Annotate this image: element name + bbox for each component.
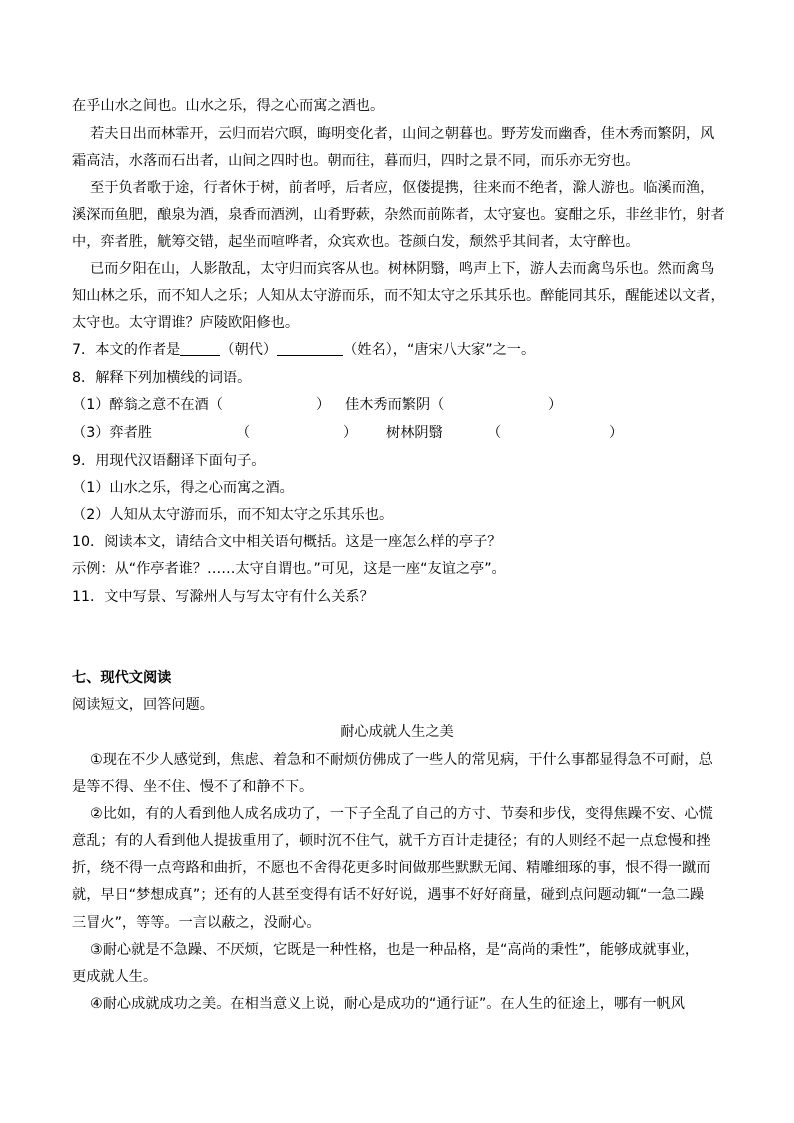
article-line-9: 更成就人生。 — [72, 969, 158, 985]
q8-item-1: （1）醉翁之意不在酒（ — [72, 397, 223, 413]
passage-line-4: 至于负者歌于途，行者休于树，前者呼，后者应，伛偻提携，往来而不绝者，滁人游也。临溪而渔， — [90, 180, 715, 196]
q8-item-4: 树林阴翳 — [386, 425, 443, 441]
q8-item-3-close: ） — [343, 425, 358, 441]
passage-line-1: 在乎山水之间也。山水之乐，得之心而寓之酒也。 — [72, 98, 385, 114]
q7-mid1: （朝代） — [220, 342, 278, 358]
question-11: 11．文中写景、写滁州人与写太守有什么关系？ — [72, 589, 374, 605]
passage-line-6: 中，弈者胜，觥筹交错，起坐而喧哗者，众宾欢也。苍颜白发，颓然乎其间者，太守醉也。 — [72, 234, 640, 250]
passage-line-8: 知山林之乐，而不知人之乐；人知从太守游而乐，而不知太守之乐其乐也。醉能同其乐，醒能述以文者， — [72, 288, 725, 304]
q9-item-2: （2）人知从太守游而乐，而不知太守之乐其乐也。 — [72, 507, 394, 523]
q8-item-4-open: （ — [487, 425, 502, 441]
section-7-heading: 七、现代文阅读 — [72, 670, 172, 686]
article-line-2: 是等不得、坐不住、慢不了和静不下。 — [72, 779, 314, 795]
article-line-8: ③耐心就是不急躁、不厌烦，它既是一种性格，也是一种品格，是“高尚的秉性”，能够成就事业， — [90, 942, 700, 958]
passage-line-2: 若夫日出而林霏开，云归而岩穴暝，晦明变化者，山间之朝暮也。野芳发而幽香，佳木秀而繁阴，风 — [90, 126, 715, 142]
section-7-instruction: 阅读短文，回答问题。 — [72, 697, 214, 713]
answer-blank-dynasty[interactable] — [180, 341, 220, 356]
article-line-3: ②比如，有的人看到他人成名成功了，一下子全乱了自己的方寸、节奏和步伐，变得焦躁不安、心慌 — [90, 806, 713, 822]
q8-item-3: （3）弈者胜 — [72, 425, 152, 441]
q8-item-3-open: （ — [236, 425, 251, 441]
question-10: 10．阅读本文，请结合文中相关语句概括。这是一座怎么样的亭子？ — [72, 534, 502, 550]
answer-blank-name[interactable] — [277, 341, 343, 356]
q7-prefix: 7．本文的作者是 — [72, 342, 181, 358]
article-line-1: ①现在不少人感觉到，焦虑、着急和不耐烦仿佛成了一些人的常见病，干什么事都显得急不可耐，总 — [90, 752, 713, 768]
passage-line-3: 霜高洁，水落而石出者，山间之四时也。朝而往，暮而归，四时之景不同，而乐亦无穷也。 — [72, 153, 640, 169]
q8-item-1-close: ） — [316, 397, 331, 413]
article-line-5: 折，绕不得一点弯路和曲折，不愿也不舍得花更多时间做那些默默无闻、精雕细琢的事，恨不得一蹴而 — [72, 860, 711, 876]
question-9: 9．用现代汉语翻译下面句子。 — [72, 453, 266, 469]
q8-item-2-close: ） — [548, 397, 563, 413]
q8-item-2: 佳木秀而繁阴（ — [345, 397, 445, 413]
article-line-4: 意乱；有的人看到他人提拔重用了，顿时沉不住气，就千方百计走捷径；有的人则经不起一点怠慢和挫 — [72, 833, 711, 849]
passage-line-7: 已而夕阳在山，人影散乱，太守归而宾客从也。树林阴翳，鸣声上下，游人去而禽鸟乐也。然而禽鸟 — [90, 261, 715, 277]
article-line-7: 三冒火”，等等。一言以蔽之，没耐心。 — [72, 915, 321, 931]
q9-item-1: （1）山水之乐，得之心而寓之酒。 — [72, 480, 294, 496]
q7-mid2: （姓名），“唐宋八大家”之一。 — [343, 342, 536, 358]
question-7 — [72, 341, 535, 359]
q8-item-4-close: ） — [609, 425, 624, 441]
article-title: 耐心成就人生之美 — [340, 724, 454, 740]
article-line-6: 就，早日“梦想成真”；还有的人甚至变得有话不好好说，遇事不好好商量，碰到点问题动辄“一急二躁 — [72, 887, 705, 903]
article-line-10: ④耐心成就成功之美。在相当意义上说，耐心是成功的“通行证”。在人生的征途上，哪有一帆风 — [90, 996, 685, 1012]
passage-line-5: 溪深而鱼肥，酿泉为酒，泉香而酒洌，山肴野蔌，杂然而前陈者，太守宴也。宴酣之乐，非丝非竹，射者 — [72, 207, 725, 223]
passage-line-9: 太守也。太守谓谁？庐陵欧阳修也。 — [72, 315, 300, 331]
q10-example: 示例：从“作亭者谁？……太守自谓也。”可见，这是一座“友谊之亭”。 — [72, 561, 506, 577]
question-8: 8．解释下列加横线的词语。 — [72, 370, 252, 386]
